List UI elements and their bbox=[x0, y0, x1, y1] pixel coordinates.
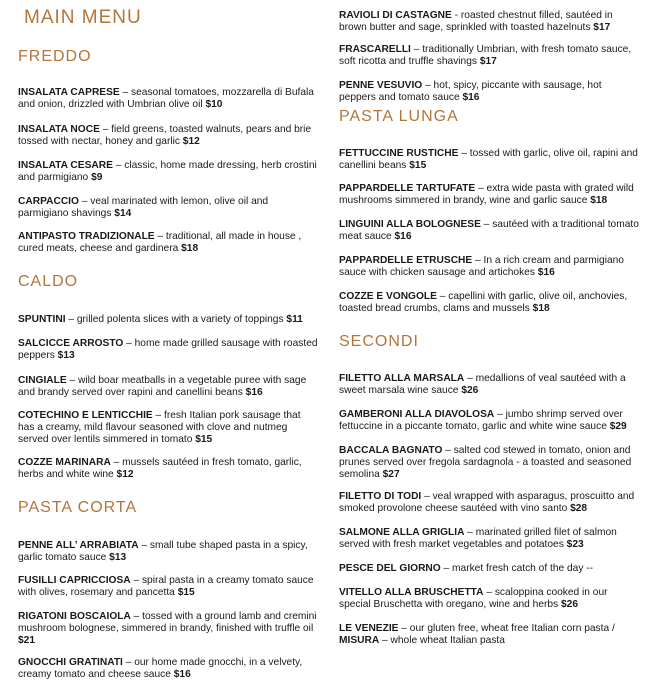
menu-item: PAPPARDELLE TARTUFATE – extra wide pasta with grated wild mushrooms simmered in brandy, wine and garlic sauce $18 bbox=[339, 183, 634, 206]
menu-item: RAVIOLI DI CASTAGNE - roasted chestnut filled, sautéed in brown butter and sage, sprinkled with toasted hazelnuts $17 bbox=[339, 10, 613, 33]
menu-item: PENNE VESUVIO – hot, spicy, piccante with sausage, hot peppers and tomato sauce $16 bbox=[339, 80, 602, 103]
menu-item: PENNE ALL’ ARRABIATA – small tube shaped pasta in a spicy, garlic tomato sauce $13 bbox=[18, 540, 308, 563]
menu-item: ANTIPASTO TRADIZIONALE – traditional, all made in house , cured meats, cheese and gardinera $18 bbox=[18, 231, 302, 254]
menu-item: FILETTO ALLA MARSALA – medallions of veal sautéed with a sweet marsala wine sauce $26 bbox=[339, 373, 626, 396]
menu-item: FETTUCCINE RUSTICHE – tossed with garlic, olive oil, rapini and canellini beans $15 bbox=[339, 148, 638, 171]
menu-item: GAMBERONI ALLA DIAVOLOSA – jumbo shrimp served over fettuccine in a piccante tomato, garlic and white wine sauce $29 bbox=[339, 409, 627, 432]
menu-item: COZZE MARINARA – mussels sautéed in fresh tomato, garlic, herbs and white wine $12 bbox=[18, 457, 302, 480]
menu-item: INSALATA CESARE – classic, home made dressing, herb crostini and parmigiano $9 bbox=[18, 160, 317, 183]
menu-item: FUSILLI CAPRICCIOSA – spiral pasta in a creamy tomato sauce with olives, rosemary and pancetta $15 bbox=[18, 575, 314, 598]
section-title-freddo: FREDDO bbox=[18, 48, 92, 65]
menu-item: LINGUINI ALLA BOLOGNESE – sautéed with a traditional tomato meat sauce $16 bbox=[339, 219, 639, 242]
menu-item: INSALATA NOCE – field greens, toasted walnuts, pears and brie tossed with nectar, honey and garlic $12 bbox=[18, 124, 312, 147]
menu-title: MAIN MENU bbox=[24, 7, 142, 28]
menu-item: VITELLO ALLA BRUSCHETTA – scaloppina cooked in our special Bruschetta with oregano, wine and herbs $26 bbox=[339, 587, 608, 610]
menu-item: CARPACCIO – veal marinated with lemon, olive oil and parmigiano shavings $14 bbox=[18, 196, 269, 219]
section-title-caldo: CALDO bbox=[18, 273, 79, 290]
menu-item: SALCICCE ARROSTO – home made grilled sausage with roasted peppers $13 bbox=[18, 338, 318, 361]
menu-item: RIGATONI BOSCAIOLA – tossed with a ground lamb and cremini mushroom bolognese, simmered in brandy, finished with truffle oil $21 bbox=[18, 611, 317, 646]
menu-item: SALMONE ALLA GRIGLIA – marinated grilled filet of salmon served with fresh market vegetables and potatoes $23 bbox=[339, 527, 617, 550]
menu-item: COZZE E VONGOLE – capellini with garlic, olive oil, anchovies, toasted bread crumbs, clams and mussels $18 bbox=[339, 291, 628, 314]
section-title-pasta-lunga: PASTA LUNGA bbox=[339, 108, 459, 125]
menu-item: COTECHINO E LENTICCHIE – fresh Italian pork sausage that has a creamy, mild flavour seasoned with clove and nutmeg served over lentils simmered in tomato $15 bbox=[18, 410, 301, 445]
menu-item: FILETTO DI TODI – veal wrapped with asparagus, proscuitto and smoked provolone cheese sautéed with vino santo $28 bbox=[339, 491, 635, 514]
section-title-pasta-corta: PASTA CORTA bbox=[18, 499, 138, 516]
menu-item: SPUNTINI – grilled polenta slices with a variety of toppings $11 bbox=[18, 314, 303, 325]
section-title-secondi: SECONDI bbox=[339, 333, 419, 350]
menu-item: BACCALA BAGNATO – salted cod stewed in tomato, onion and prunes served over fregola sardagnola - a toasted and seasoned semolina $27 bbox=[339, 445, 632, 480]
pasta-option-note: LE VENEZIE – our gluten free, wheat free Italian corn pasta / MISURA – whole wheat Italian pasta bbox=[339, 623, 615, 646]
menu-item: CINGIALE – wild boar meatballs in a vegetable puree with sage and brandy served over rapini and canellini beans $16 bbox=[18, 375, 307, 398]
menu-item: INSALATA CAPRESE – seasonal tomatoes, mozzarella di Bufala and onion, drizzled with Umbrian olive oil $10 bbox=[18, 87, 314, 110]
menu-item: GNOCCHI GRATINATI – our home made gnocchi, in a velvety, creamy tomato and cheese sauce $16 bbox=[18, 657, 303, 680]
menu-item: FRASCARELLI – traditionally Umbrian, with fresh tomato sauce, soft ricotta and truffle shavings $17 bbox=[339, 44, 632, 67]
menu-item: PESCE DEL GIORNO – market fresh catch of the day -- bbox=[339, 563, 594, 574]
menu-item: PAPPARDELLE ETRUSCHE – In a rich cream and parmigiano sauce with chicken sausage and artichokes $16 bbox=[339, 255, 624, 278]
